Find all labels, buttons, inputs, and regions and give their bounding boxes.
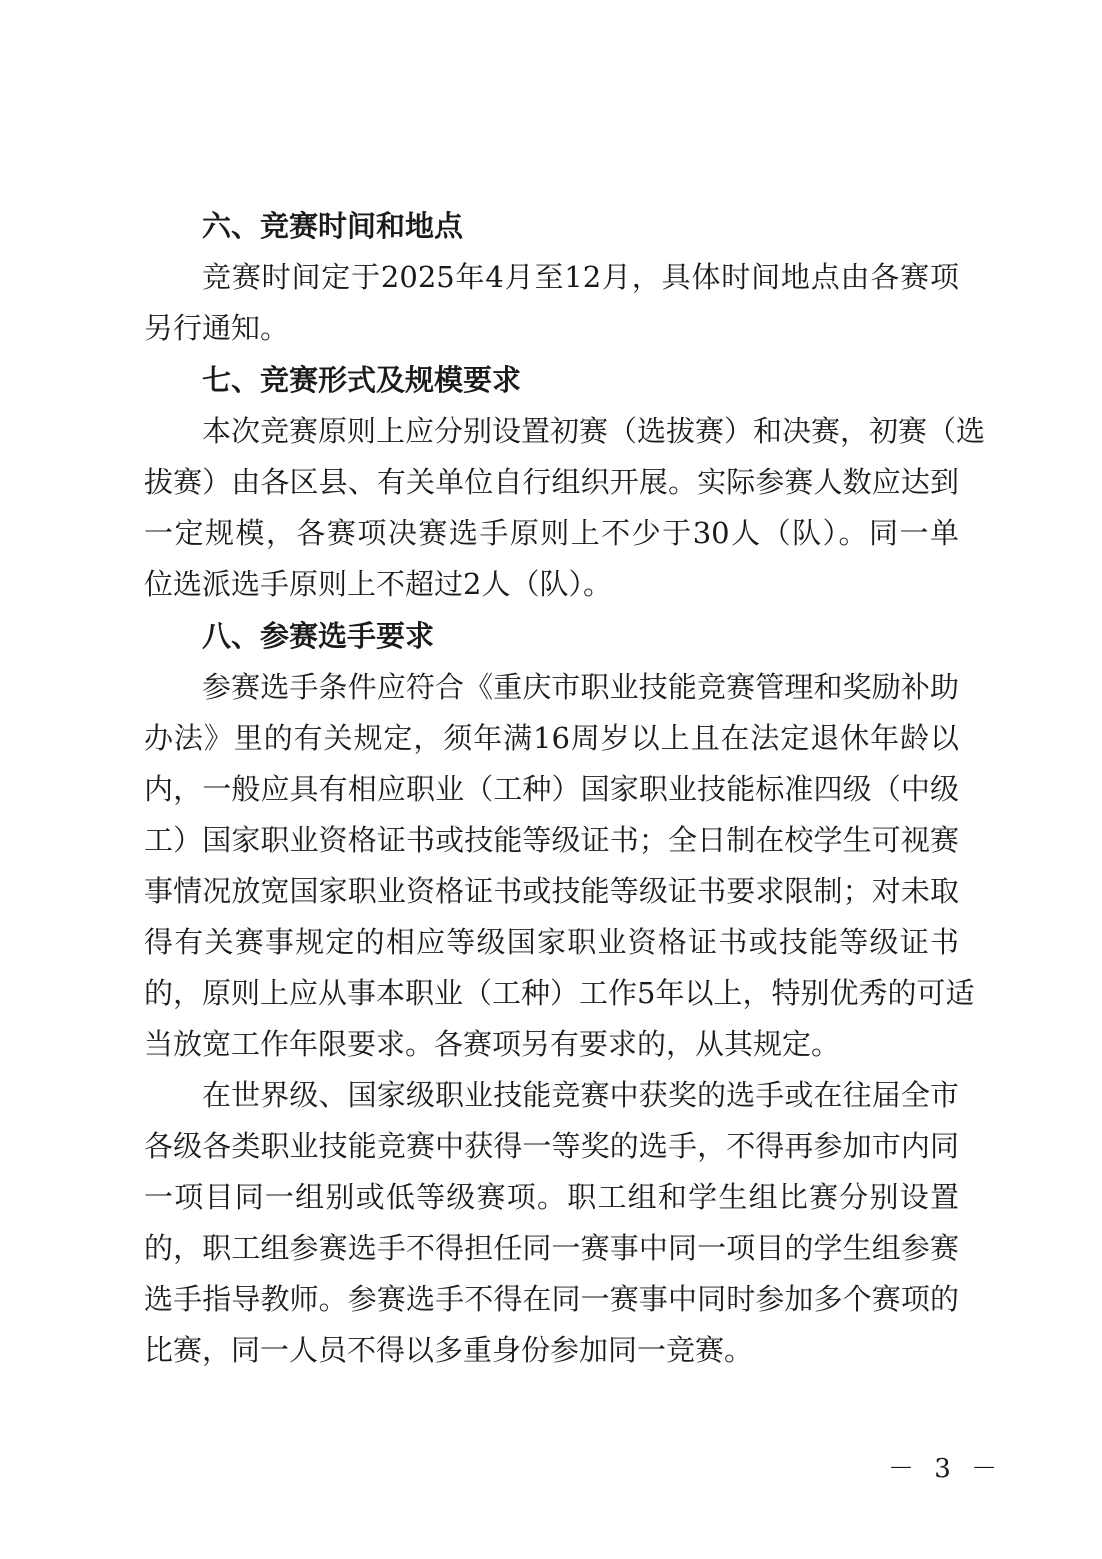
paragraph-line: 另行通知。 [144,311,290,345]
paragraph-line: 拔赛）由各区县、有关单位自行组织开展。实际参赛人数应达到 [144,465,959,499]
paragraph-line: 办法》里的有关规定，须年满16周岁以上且在法定退休年龄以 [144,721,959,755]
paragraph-line: 内，一般应具有相应职业（工种）国家职业技能标准四级（中级 [144,772,959,806]
paragraph-line: 选手指导教师。参赛选手不得在同一赛事中同时参加多个赛项的 [144,1282,959,1316]
paragraph-line: 各级各类职业技能竞赛中获得一等奖的选手，不得再参加市内同 [144,1129,959,1163]
paragraph-line: 事情况放宽国家职业资格证书或技能等级证书要求限制；对未取 [144,874,959,908]
paragraph-line: 一定规模，各赛项决赛选手原则上不少于30人（队）。同一单 [144,516,959,550]
section-heading-format-scale: 七、竞赛形式及规模要求 [202,363,522,397]
page-number: － 3 － [888,1454,1004,1484]
paragraph-line: 竞赛时间定于2025年4月至12月，具体时间地点由各赛项 [202,260,959,294]
paragraph-line: 一项目同一组别或低等级赛项。职工组和学生组比赛分别设置 [144,1180,959,1214]
section-heading-contestant-requirements: 八、参赛选手要求 [202,619,435,653]
paragraph-line: 当放宽工作年限要求。各赛项另有要求的，从其规定。 [144,1027,841,1061]
paragraph-line: 位选派选手原则上不超过2人（队）。 [144,567,612,601]
document-body [144,200,986,1376]
paragraph-line: 得有关赛事规定的相应等级国家职业资格证书或技能等级证书 [144,925,959,959]
paragraph-line: 的，原则上应从事本职业（工种）工作5年以上，特别优秀的可适 [144,976,975,1010]
paragraph-line: 比赛，同一人员不得以多重身份参加同一竞赛。 [144,1333,754,1367]
paragraph-line: 工）国家职业资格证书或技能等级证书；全日制在校学生可视赛 [144,823,959,857]
paragraph-line: 的，职工组参赛选手不得担任同一赛事中同一项目的学生组参赛 [144,1231,959,1265]
paragraph-line: 在世界级、国家级职业技能竞赛中获奖的选手或在往届全市 [202,1078,959,1112]
section-heading-time-place: 六、竞赛时间和地点 [202,209,464,243]
paragraph-line: 本次竞赛原则上应分别设置初赛（选拔赛）和决赛，初赛（选 [202,414,986,448]
paragraph-line: 参赛选手条件应符合《重庆市职业技能竞赛管理和奖励补助 [202,670,959,704]
